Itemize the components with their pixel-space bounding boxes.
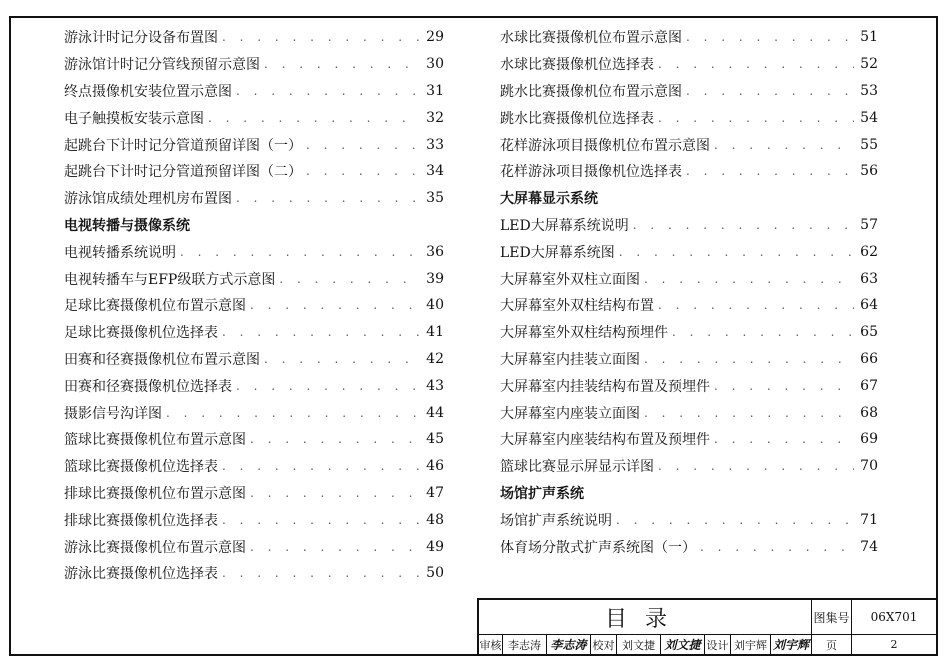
dot-leader — [686, 84, 854, 98]
toc-entry — [64, 453, 444, 480]
entry-page-number: 36 — [426, 243, 444, 260]
entry-title: 大屏幕室内座装结构布置及预埋件 — [500, 432, 710, 449]
toc-entry — [64, 131, 444, 158]
title-block-title: 目录 — [479, 600, 812, 635]
dot-leader — [658, 111, 854, 125]
entry-title: 大屏幕室内挂装立面图 — [500, 351, 640, 368]
dot-leader — [672, 325, 854, 339]
entry-page-number: 45 — [426, 431, 444, 448]
entry-page-number: 31 — [426, 82, 444, 99]
entry-page-number: 71 — [860, 511, 878, 528]
toc-entry — [500, 131, 878, 158]
entry-title: 大屏幕室外双柱结构预埋件 — [500, 325, 668, 342]
entry-page-number: 29 — [426, 29, 444, 46]
dot-leader — [222, 325, 420, 339]
entry-page-number: 44 — [426, 404, 444, 421]
dot-leader — [644, 352, 854, 366]
dot-leader — [644, 406, 854, 420]
dot-leader — [250, 298, 420, 312]
toc-entry — [64, 533, 444, 560]
toc-entry — [500, 292, 878, 319]
entry-page-number: 54 — [860, 109, 878, 126]
entry-title: 大屏幕室内座装立面图 — [500, 405, 640, 422]
entry-title: 电视转播系统说明 — [64, 244, 176, 261]
reviewer-name: 李志涛 — [503, 635, 547, 654]
dot-leader — [222, 459, 420, 473]
dot-leader — [658, 57, 854, 71]
entry-page-number: 63 — [860, 270, 878, 287]
entry-title: 电视转播车与EFP级联方式示意图 — [64, 271, 276, 288]
toc-entry — [64, 399, 444, 426]
entry-page-number: 35 — [426, 190, 444, 207]
toc-entry — [500, 238, 878, 265]
toc-entry — [500, 104, 878, 131]
entry-title: 足球比赛摄像机位布置示意图 — [64, 298, 246, 315]
entry-title: 游泳比赛摄像机位布置示意图 — [64, 539, 246, 556]
dot-leader — [644, 272, 854, 286]
entry-page-number: 65 — [860, 324, 878, 341]
toc-right-column — [500, 24, 878, 560]
entry-page-number: 68 — [860, 404, 878, 421]
entry-page-number: 66 — [860, 350, 878, 367]
dot-leader — [250, 486, 420, 500]
toc-entry — [500, 346, 878, 373]
toc-entry — [500, 399, 878, 426]
toc-entry — [64, 238, 444, 265]
atlas-number: 06X701 — [852, 600, 936, 635]
checker-signature: 刘文捷 — [661, 635, 705, 654]
dot-leader — [166, 406, 420, 420]
review-label: 审核 — [479, 635, 503, 654]
section-title: 场馆扩声系统 — [500, 485, 584, 502]
dot-leader — [658, 298, 854, 312]
toc-entry — [500, 533, 878, 560]
entry-title: LED大屏幕系统图 — [500, 244, 615, 261]
page-number: 2 — [890, 638, 898, 651]
toc-entry — [64, 158, 444, 185]
section-title: 电视转播与摄像系统 — [64, 217, 190, 234]
toc-entry — [64, 426, 444, 453]
entry-title: 大屏幕室内挂装结构布置及预埋件 — [500, 378, 710, 395]
toc-entry — [64, 24, 444, 51]
toc-entry — [64, 292, 444, 319]
dot-leader — [264, 352, 420, 366]
entry-page-number: 56 — [860, 163, 878, 180]
entry-page-number: 40 — [426, 297, 444, 314]
toc-entry — [64, 346, 444, 373]
entry-title: LED大屏幕系统说明 — [500, 217, 629, 234]
entry-title: 篮球比赛摄像机位布置示意图 — [64, 432, 246, 449]
entry-page-number: 50 — [426, 565, 444, 582]
entry-page-number: 42 — [426, 350, 444, 367]
title-block-signature-row — [479, 635, 936, 654]
toc-entry — [500, 158, 878, 185]
entry-title: 起跳台下计时记分管道预留详图（一） — [64, 137, 302, 154]
entry-page-number: 62 — [860, 243, 878, 260]
entry-title: 花样游泳项目摄像机位布置示意图 — [500, 137, 710, 154]
entry-page-number: 49 — [426, 538, 444, 555]
entry-title: 电子触摸板安装示意图 — [64, 110, 204, 127]
toc-entry — [500, 372, 878, 399]
entry-page-number: 74 — [860, 538, 878, 555]
entry-title: 田赛和径赛摄像机位选择表 — [64, 378, 232, 395]
section-title: 大屏幕显示系统 — [500, 191, 598, 208]
dot-leader — [222, 566, 420, 580]
entry-title: 游泳馆计时记分管线预留示意图 — [64, 57, 260, 74]
checker-name: 刘文捷 — [617, 635, 661, 654]
entry-title: 游泳计时记分设备布置图 — [64, 30, 218, 47]
entry-page-number: 39 — [426, 270, 444, 287]
entry-title: 终点摄像机安装位置示意图 — [64, 83, 232, 100]
entry-title: 足球比赛摄像机位选择表 — [64, 325, 218, 342]
entry-title: 篮球比赛摄像机位选择表 — [64, 459, 218, 476]
entry-title: 大屏幕室外双柱立面图 — [500, 271, 640, 288]
dot-leader — [250, 432, 420, 446]
dot-leader — [686, 164, 854, 178]
toc-entry — [64, 185, 444, 212]
entry-page-number: 41 — [426, 324, 444, 341]
toc-entry — [500, 426, 878, 453]
toc-section-heading — [500, 185, 878, 212]
designer-signature: 刘宇辉 — [771, 635, 812, 654]
toc-entry — [500, 265, 878, 292]
dot-leader — [686, 30, 854, 44]
entry-page-number: 46 — [426, 458, 444, 475]
designer-name: 刘宇辉 — [731, 635, 771, 654]
toc-entry — [64, 265, 444, 292]
dot-leader — [714, 138, 854, 152]
toc-entry — [64, 506, 444, 533]
entry-title: 田赛和径赛摄像机位布置示意图 — [64, 351, 260, 368]
entry-title: 篮球比赛显示屏显示详图 — [500, 459, 654, 476]
entry-page-number: 34 — [426, 163, 444, 180]
entry-page-number: 67 — [860, 377, 878, 394]
toc-entry — [64, 51, 444, 78]
entry-page-number: 32 — [426, 109, 444, 126]
atlas-number-label: 图集号 — [812, 600, 852, 635]
entry-page-number: 33 — [426, 136, 444, 153]
dot-leader — [222, 30, 420, 44]
dot-leader — [306, 164, 420, 178]
entry-title: 跳水比赛摄像机位选择表 — [500, 110, 654, 127]
dot-leader — [236, 84, 420, 98]
reviewer-signature: 李志涛 — [547, 635, 591, 654]
entry-title: 场馆扩声系统说明 — [500, 512, 612, 529]
toc-entry — [500, 506, 878, 533]
entry-title: 体育场分散式扩声系统图（一） — [500, 539, 696, 556]
toc-entry — [64, 319, 444, 346]
toc-left-column — [64, 24, 444, 587]
toc-entry — [64, 480, 444, 507]
toc-entry — [64, 560, 444, 587]
dot-leader — [180, 245, 420, 259]
toc-entry — [500, 453, 878, 480]
toc-entry — [500, 78, 878, 105]
toc-entry — [500, 319, 878, 346]
entry-page-number: 64 — [860, 297, 878, 314]
entry-title: 水球比赛摄像机位选择表 — [500, 57, 654, 74]
entry-title: 排球比赛摄像机位选择表 — [64, 512, 218, 529]
toc-entry — [64, 372, 444, 399]
entry-page-number: 69 — [860, 431, 878, 448]
toc-entry — [500, 24, 878, 51]
check-label: 校对 — [591, 635, 617, 654]
dot-leader — [616, 513, 854, 527]
entry-page-number: 70 — [860, 458, 878, 475]
title-block — [477, 598, 936, 654]
entry-title: 大屏幕室外双柱结构布置 — [500, 298, 654, 315]
entry-title: 起跳台下计时记分管道预留详图（二） — [64, 164, 302, 181]
toc-section-heading — [500, 480, 878, 507]
entry-page-number: 57 — [860, 216, 878, 233]
page-label: 页 — [812, 635, 852, 654]
dot-leader — [658, 459, 854, 473]
entry-page-number: 48 — [426, 511, 444, 528]
dot-leader — [236, 191, 420, 205]
entry-page-number: 55 — [860, 136, 878, 153]
entry-title: 跳水比赛摄像机位布置示意图 — [500, 83, 682, 100]
dot-leader — [250, 540, 420, 554]
entry-title: 水球比赛摄像机位布置示意图 — [500, 30, 682, 47]
toc-entry — [500, 51, 878, 78]
dot-leader — [279, 272, 420, 286]
dot-leader — [222, 513, 420, 527]
dot-leader — [306, 138, 420, 152]
toc-entry — [64, 104, 444, 131]
dot-leader — [714, 379, 854, 393]
entry-title: 游泳比赛摄像机位选择表 — [64, 566, 218, 583]
entry-page-number: 52 — [860, 56, 878, 73]
toc-entry — [64, 78, 444, 105]
design-label: 设计 — [705, 635, 731, 654]
entry-title: 摄影信号沟详图 — [64, 405, 162, 422]
dot-leader — [208, 111, 420, 125]
entry-title: 花样游泳项目摄像机位选择表 — [500, 164, 682, 181]
toc-entry — [500, 212, 878, 239]
dot-leader — [700, 540, 854, 554]
entry-page-number: 53 — [860, 82, 878, 99]
entry-page-number: 30 — [426, 56, 444, 73]
entry-title: 排球比赛摄像机位布置示意图 — [64, 485, 246, 502]
dot-leader — [633, 218, 854, 232]
entry-title: 游泳馆成绩处理机房布置图 — [64, 191, 232, 208]
dot-leader — [236, 379, 420, 393]
toc-section-heading — [64, 212, 444, 239]
dot-leader — [714, 432, 854, 446]
dot-leader — [264, 57, 420, 71]
entry-page-number: 51 — [860, 29, 878, 46]
entry-page-number: 47 — [426, 484, 444, 501]
entry-page-number: 43 — [426, 377, 444, 394]
dot-leader — [619, 245, 854, 259]
